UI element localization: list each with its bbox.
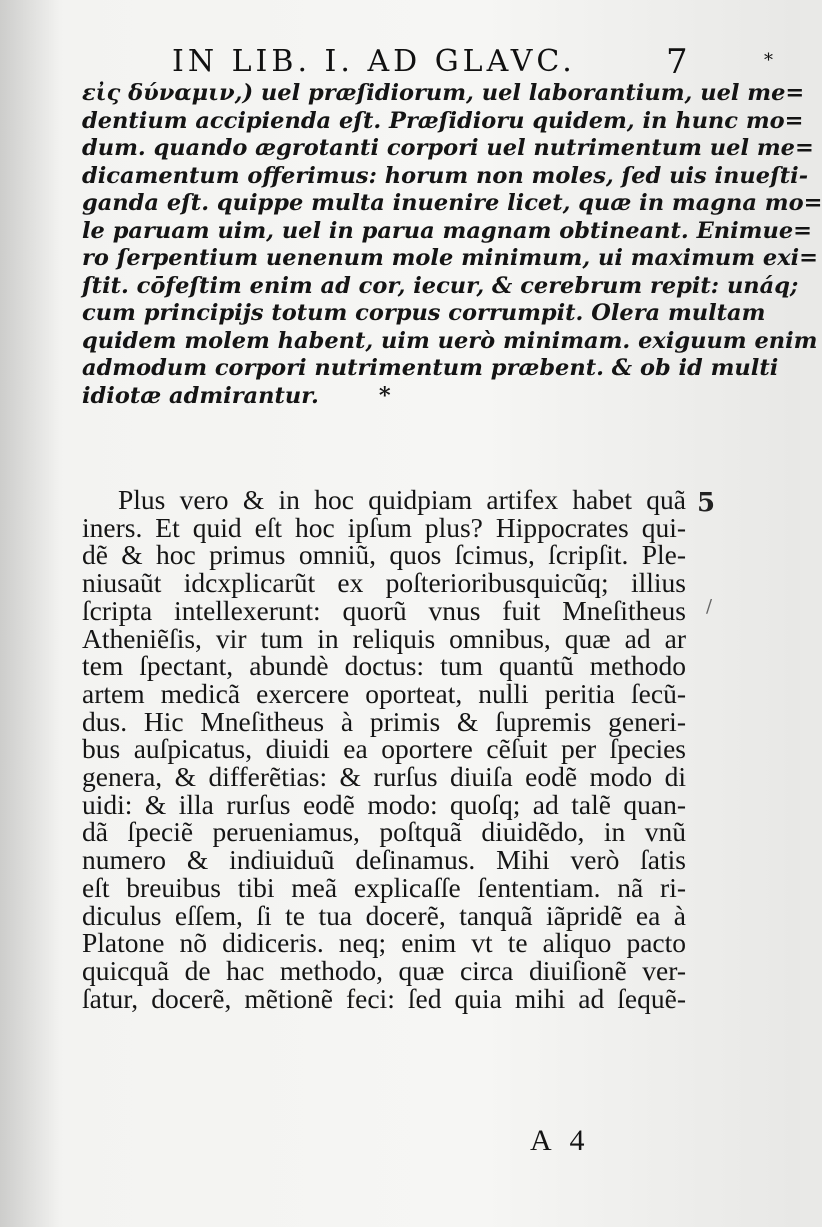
roman-body-text: [82, 486, 686, 1012]
text-line: ſcripta intellexerunt: quorũ vnus fuit Mneſitheus: [82, 594, 686, 626]
text-line-content: idiotæ admirantur.: [82, 382, 319, 409]
text-line: dentium accipienda eſt. Præſidioru quidem, in hunc mo=: [82, 107, 804, 134]
text-line-last: [82, 383, 714, 411]
text-line: uidi: & illa rurſus eodẽ modo: quoſq; ad talẽ quan-: [82, 788, 686, 820]
page-number: 7: [666, 42, 688, 82]
text-line: Platone nõ didiceris. neq; enim vt te aliquo pacto: [82, 927, 686, 959]
text-line: dẽ & hoc primus omniũ, quos ſcimus, ſcripſit. Ple-: [82, 539, 686, 571]
text-line: niusaũt idcxplicarũt ex poſterioribusquicũq; illius: [82, 567, 686, 599]
page-gutter-shadow: [0, 0, 60, 1227]
margin-note-five: 5: [697, 488, 716, 518]
text-line: numero & indiuiduũ deſinamus. Mihi verò ſatis: [82, 844, 686, 876]
text-line: ganda eſt. quippe multa inuenire licet, quæ in magna mo=: [82, 190, 822, 216]
text-line: Atheniẽſis, vir tum in reliquis omnibus, quæ ad ar: [82, 622, 686, 654]
text-line: quicquã de hac methodo, quæ circa diuiſionẽ ver-: [82, 954, 686, 986]
text-line: bus auſpicatus, diuidi ea oportere cẽſuit per ſpecies: [82, 733, 686, 765]
signature-mark: A 4: [530, 1124, 591, 1157]
text-line: admodum corpori nutrimentum præbent. & ob id multi: [82, 355, 779, 381]
italic-commentary-block: [82, 80, 822, 410]
text-line: dã ſpeciẽ perueniamus, poſtquã diuidẽdo, in vnũ: [82, 816, 686, 848]
text-line: tem ſpectant, abundè doctus: tum quantũ methodo: [82, 650, 686, 682]
text-line: genera, & differẽtias: & rurſus diuiſa eodẽ modo di: [82, 761, 686, 793]
text-line: le paruam uim, uel in parua magnam obtineant. Enimue=: [82, 217, 812, 244]
text-line: dicamentum offerimus: horum non moles, ſed uis inueſti-: [82, 162, 809, 189]
text-line: iners. Et quid eſt hoc ipſum plus? Hippocrates qui-: [82, 511, 686, 543]
text-line: ſtit. cōfeſtim enim ad cor, iecur, & cerebrum repit: unáq;: [82, 272, 799, 299]
text-line: artem medicã exercere oporteat, nulli peritia ſecũ-: [82, 677, 686, 709]
text-line: εἰς δύναμιν,) uel præſidiorum, uel laborantium, uel me=: [82, 80, 805, 106]
text-line: cum principijs totum corpus corrumpit. Olera multam: [82, 300, 766, 326]
text-line: ro ſerpentium uenenum mole minimum, ui maximum exi=: [82, 245, 819, 271]
text-line: ſatur, docerẽ, mẽtionẽ feci: ſed quia mihi ad ſequẽ-: [82, 982, 686, 1014]
running-head: IN LIB. I. AD GLAVC.: [172, 44, 576, 79]
text-line: dus. Hic Mneſitheus à primis & ſupremis generi-: [82, 705, 686, 737]
text-line: diculus eſſem, ſi te tua docerẽ, tanquã iãpridẽ ea à: [82, 899, 686, 931]
margin-mark-slash: /: [706, 596, 713, 617]
text-line: dum. quando ægrotanti corpori uel nutrimentum uel me=: [82, 135, 814, 161]
asterisk-mark: *: [378, 382, 391, 409]
text-line: eſt breuibus tibi meã explicaſſe ſententiam. nã ri-: [82, 871, 686, 903]
text-line: quidem molem habent, uim uerò minimam. exiguum enim: [82, 327, 818, 354]
paragraph-first-line: Plus vero & in hoc quidpiam artifex habet quã: [118, 484, 686, 515]
corner-mark: *: [764, 50, 773, 71]
